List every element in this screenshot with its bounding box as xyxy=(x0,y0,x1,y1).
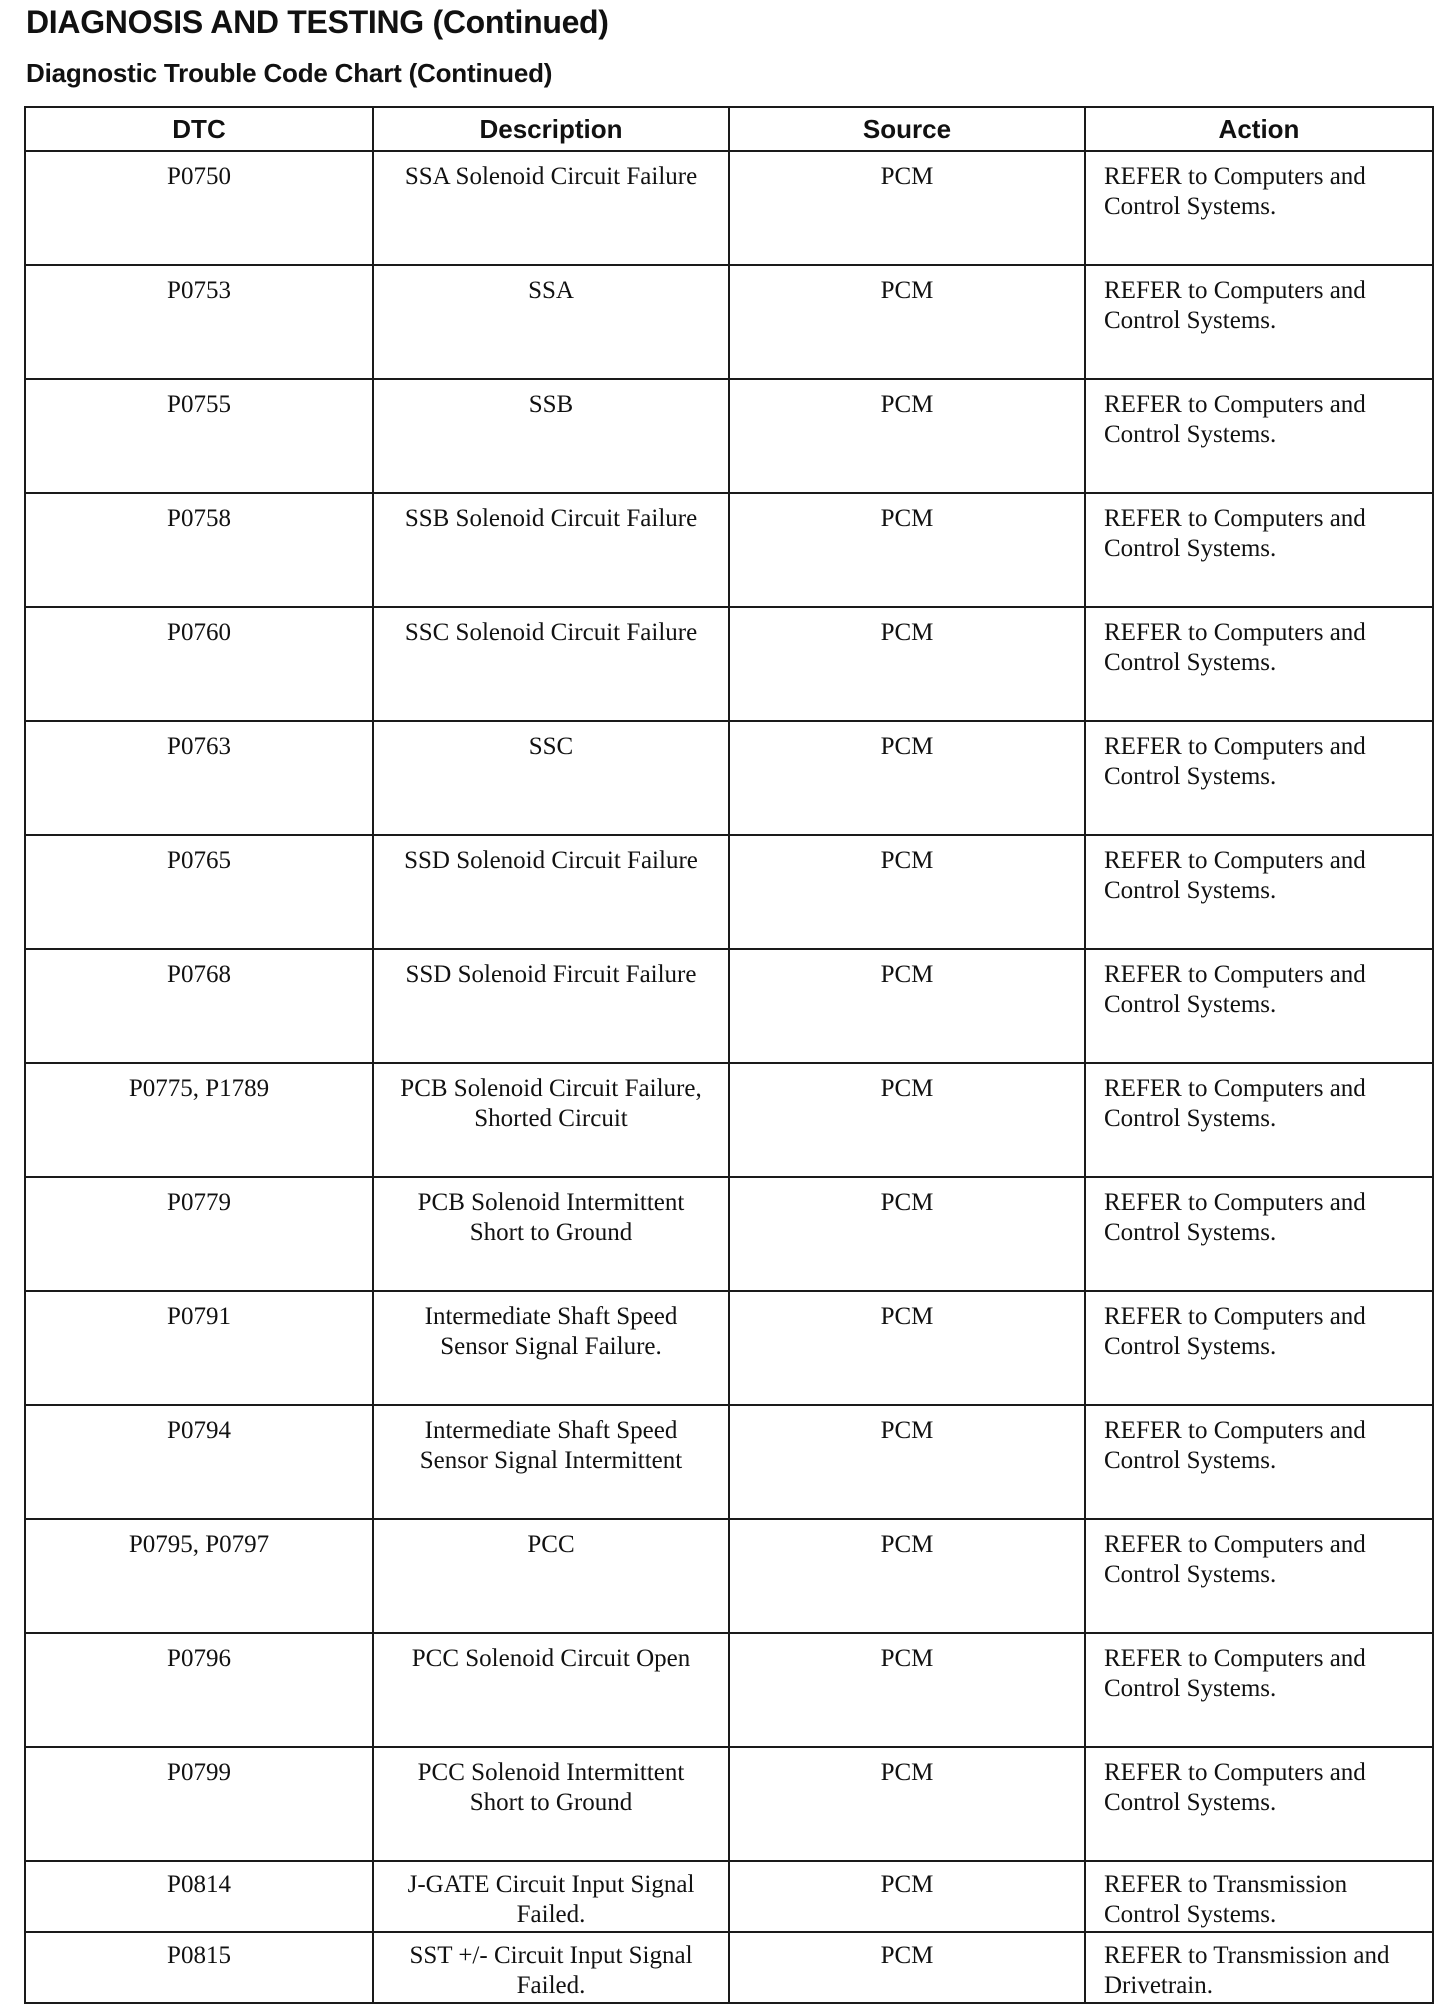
source-cell xyxy=(729,493,1085,607)
dtc-description: J-GATE Circuit Input Signal Failed. xyxy=(407,1871,695,1928)
dtc-cell xyxy=(25,1861,373,1932)
action-cell xyxy=(1085,721,1433,835)
dtc-cell xyxy=(25,835,373,949)
action-cell xyxy=(1085,493,1433,607)
dtc-source: PCM xyxy=(880,1417,934,1444)
action-cell xyxy=(1085,1405,1433,1519)
dtc-description: SSA xyxy=(528,277,574,304)
description-cell xyxy=(373,1932,729,2003)
column-header-description: Description xyxy=(373,107,729,151)
description-cell xyxy=(373,493,729,607)
description-cell xyxy=(373,1177,729,1291)
dtc-description: SSC xyxy=(528,733,574,760)
dtc-action: REFER to Computers and Control Systems. xyxy=(1104,1531,1366,1588)
dtc-code: P0795, P0797 xyxy=(128,1531,270,1558)
table-row xyxy=(25,379,1433,493)
description-cell xyxy=(373,1291,729,1405)
dtc-action: REFER to Computers and Control Systems. xyxy=(1104,1075,1366,1132)
table-row xyxy=(25,265,1433,379)
dtc-source: PCM xyxy=(880,1645,934,1672)
dtc-cell xyxy=(25,607,373,721)
action-cell xyxy=(1085,607,1433,721)
dtc-source: PCM xyxy=(880,1871,934,1898)
action-cell xyxy=(1085,379,1433,493)
table-row xyxy=(25,1291,1433,1405)
action-cell xyxy=(1085,151,1433,265)
action-cell xyxy=(1085,1747,1433,1861)
source-cell xyxy=(729,265,1085,379)
table-row xyxy=(25,607,1433,721)
dtc-description: PCB Solenoid Circuit Failure, Shorted Circuit xyxy=(400,1075,702,1132)
dtc-description: Intermediate Shaft Speed Sensor Signal Failure. xyxy=(424,1303,678,1360)
dtc-source: PCM xyxy=(880,163,934,190)
dtc-source: PCM xyxy=(880,1531,934,1558)
dtc-action: REFER to Computers and Control Systems. xyxy=(1104,1189,1366,1246)
dtc-code: P0815 xyxy=(167,1942,231,1969)
dtc-cell xyxy=(25,1747,373,1861)
dtc-source: PCM xyxy=(880,961,934,988)
source-cell xyxy=(729,1633,1085,1747)
source-cell xyxy=(729,835,1085,949)
dtc-cell xyxy=(25,1633,373,1747)
description-cell xyxy=(373,835,729,949)
dtc-cell xyxy=(25,151,373,265)
dtc-description: SSC Solenoid Circuit Failure xyxy=(404,619,698,646)
dtc-action: REFER to Computers and Control Systems. xyxy=(1104,1645,1366,1702)
table-header-row xyxy=(25,107,1433,151)
dtc-code: P0794 xyxy=(167,1417,231,1444)
description-cell xyxy=(373,265,729,379)
dtc-code: P0814 xyxy=(167,1871,231,1898)
dtc-code: P0755 xyxy=(167,391,231,418)
dtc-description: PCC xyxy=(527,1531,575,1558)
table-row xyxy=(25,493,1433,607)
section-heading: Diagnostic Trouble Code Chart (Continued) xyxy=(26,58,553,88)
description-cell xyxy=(373,607,729,721)
table-row xyxy=(25,1519,1433,1633)
action-cell xyxy=(1085,835,1433,949)
source-cell xyxy=(729,151,1085,265)
dtc-description: PCB Solenoid Intermittent Short to Ground xyxy=(417,1189,685,1246)
dtc-source: PCM xyxy=(880,1303,934,1330)
dtc-cell xyxy=(25,493,373,607)
dtc-action: REFER to Transmission Control Systems. xyxy=(1104,1871,1348,1928)
dtc-cell xyxy=(25,1063,373,1177)
dtc-description: SSB xyxy=(528,391,574,418)
dtc-code: P0768 xyxy=(167,961,231,988)
table-row xyxy=(25,835,1433,949)
action-cell xyxy=(1085,1861,1433,1932)
table-row xyxy=(25,151,1433,265)
dtc-action: REFER to Computers and Control Systems. xyxy=(1104,1303,1366,1360)
dtc-code: P0753 xyxy=(167,277,231,304)
action-cell xyxy=(1085,1633,1433,1747)
source-cell xyxy=(729,1519,1085,1633)
dtc-description: SST +/- Circuit Input Signal Failed. xyxy=(409,1942,693,1999)
action-cell xyxy=(1085,1932,1433,2003)
action-cell xyxy=(1085,1291,1433,1405)
source-cell xyxy=(729,721,1085,835)
dtc-action: REFER to Computers and Control Systems. xyxy=(1104,619,1366,676)
action-cell xyxy=(1085,949,1433,1063)
table-row xyxy=(25,1633,1433,1747)
description-cell xyxy=(373,1063,729,1177)
dtc-table xyxy=(24,106,1434,2004)
dtc-cell xyxy=(25,1932,373,2003)
source-cell xyxy=(729,949,1085,1063)
table-row xyxy=(25,721,1433,835)
dtc-source: PCM xyxy=(880,733,934,760)
source-cell xyxy=(729,1291,1085,1405)
dtc-source: PCM xyxy=(880,619,934,646)
dtc-description: SSA Solenoid Circuit Failure xyxy=(404,163,698,190)
dtc-code: P0775, P1789 xyxy=(128,1075,270,1102)
description-cell xyxy=(373,721,729,835)
dtc-code: P0796 xyxy=(167,1645,231,1672)
dtc-action: REFER to Computers and Control Systems. xyxy=(1104,277,1366,334)
action-cell xyxy=(1085,1063,1433,1177)
dtc-source: PCM xyxy=(880,1075,934,1102)
source-cell xyxy=(729,1063,1085,1177)
dtc-action: REFER to Computers and Control Systems. xyxy=(1104,847,1366,904)
description-cell xyxy=(373,1861,729,1932)
description-cell xyxy=(373,379,729,493)
dtc-action: REFER to Transmission and Drivetrain. xyxy=(1104,1942,1390,1999)
action-cell xyxy=(1085,1519,1433,1633)
dtc-source: PCM xyxy=(880,1759,934,1786)
dtc-action: REFER to Computers and Control Systems. xyxy=(1104,1417,1366,1474)
source-cell xyxy=(729,1405,1085,1519)
dtc-source: PCM xyxy=(880,1942,934,1969)
dtc-cell xyxy=(25,379,373,493)
action-cell xyxy=(1085,1177,1433,1291)
source-cell xyxy=(729,379,1085,493)
dtc-source: PCM xyxy=(880,277,934,304)
table-row xyxy=(25,1861,1433,1932)
dtc-cell xyxy=(25,1291,373,1405)
dtc-code: P0765 xyxy=(167,847,231,874)
description-cell xyxy=(373,1747,729,1861)
description-cell xyxy=(373,949,729,1063)
dtc-description: SSD Solenoid Circuit Failure xyxy=(404,847,698,874)
dtc-code: P0799 xyxy=(167,1759,231,1786)
dtc-cell xyxy=(25,1177,373,1291)
source-cell xyxy=(729,607,1085,721)
column-header-action: Action xyxy=(1085,107,1433,151)
source-cell xyxy=(729,1747,1085,1861)
dtc-action: REFER to Computers and Control Systems. xyxy=(1104,1759,1366,1816)
dtc-code: P0779 xyxy=(167,1189,231,1216)
dtc-source: PCM xyxy=(880,1189,934,1216)
dtc-source: PCM xyxy=(880,505,934,532)
table-row xyxy=(25,1747,1433,1861)
source-cell xyxy=(729,1932,1085,2003)
dtc-code: P0791 xyxy=(167,1303,231,1330)
dtc-description: Intermediate Shaft Speed Sensor Signal Intermittent xyxy=(419,1417,683,1474)
description-cell xyxy=(373,1633,729,1747)
dtc-action: REFER to Computers and Control Systems. xyxy=(1104,505,1366,562)
description-cell xyxy=(373,1405,729,1519)
dtc-description: SSD Solenoid Fircuit Failure xyxy=(405,961,697,988)
dtc-source: PCM xyxy=(880,391,934,418)
dtc-source: PCM xyxy=(880,847,934,874)
dtc-description: PCC Solenoid Intermittent Short to Ground xyxy=(417,1759,685,1816)
action-cell xyxy=(1085,265,1433,379)
source-cell xyxy=(729,1177,1085,1291)
dtc-cell xyxy=(25,1405,373,1519)
dtc-description: PCC Solenoid Circuit Open xyxy=(411,1645,691,1672)
dtc-code: P0760 xyxy=(167,619,231,646)
dtc-cell xyxy=(25,265,373,379)
table-row xyxy=(25,1177,1433,1291)
page-heading: DIAGNOSIS AND TESTING (Continued) xyxy=(26,4,609,40)
dtc-action: REFER to Computers and Control Systems. xyxy=(1104,163,1366,220)
column-header-dtc: DTC xyxy=(25,107,373,151)
description-cell xyxy=(373,151,729,265)
dtc-code: P0763 xyxy=(167,733,231,760)
dtc-cell xyxy=(25,1519,373,1633)
column-header-source: Source xyxy=(729,107,1085,151)
dtc-action: REFER to Computers and Control Systems. xyxy=(1104,733,1366,790)
table-row xyxy=(25,1932,1433,2003)
dtc-code: P0750 xyxy=(167,163,231,190)
dtc-code: P0758 xyxy=(167,505,231,532)
dtc-description: SSB Solenoid Circuit Failure xyxy=(404,505,698,532)
description-cell xyxy=(373,1519,729,1633)
table-body xyxy=(25,151,1433,2003)
dtc-cell xyxy=(25,949,373,1063)
table-row xyxy=(25,949,1433,1063)
dtc-action: REFER to Computers and Control Systems. xyxy=(1104,391,1366,448)
table-row xyxy=(25,1063,1433,1177)
source-cell xyxy=(729,1861,1085,1932)
dtc-cell xyxy=(25,721,373,835)
dtc-action: REFER to Computers and Control Systems. xyxy=(1104,961,1366,1018)
table-row xyxy=(25,1405,1433,1519)
